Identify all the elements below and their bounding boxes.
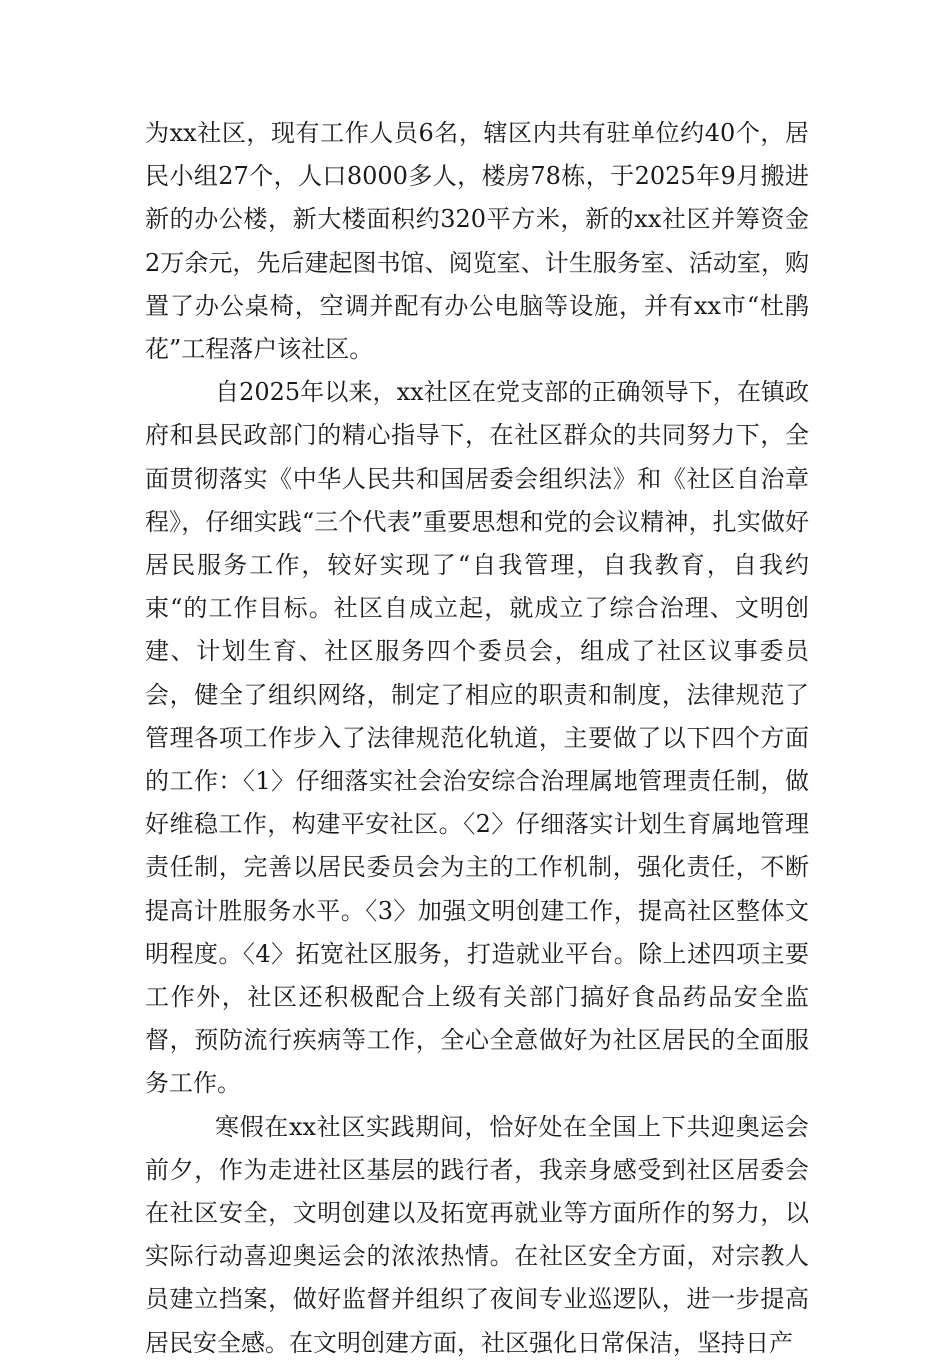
document-body bbox=[145, 112, 809, 1365]
paragraph-2: 自2025年以来，xx社区在党支部的正确领导下，在镇政府和县民政部门的精心指导下，在社区群众的共同努力下，全面贯彻落实《中华人民共和国居委会组织法》和《社区自治章程》，仔细实践“三个代表”重要思想和党的会议精神，扎实做好居民服务工作，较好实现了“自我管理，自我教育，自我约束“的工作目标。社区自成立起，就成立了综合治理、文明创建、计划生育、社区服务四个委员会，组成了社区议事委员会，健全了组织网络，制定了相应的职责和制度，法律规范了管理各项工作步入了法律规范化轨道，主要做了以下四个方面的工作：〈1〉仔细落实社会治安综合治理属地管理责任制，做好维稳工作，构建平安社区。〈2〉仔细落实计划生育属地管理责任制，完善以居民委员会为主的工作机制，强化责任，不断提高计胜服务水平。〈3〉加强文明创建工作，提高社区整体文明程度。〈4〉拓宽社区服务，打造就业平台。除上述四项主要工作外，社区还积极配合上级有关部门搞好食品药品安全监督，预防流行疾病等工作，全心全意做好为社区居民的全面服务工作。 bbox=[145, 378, 809, 1098]
paragraph-1: 为xx社区，现有工作人员6名，辖区内共有驻单位约40个，居民小组27个，人口8000多人，楼房78栋，于2025年9月搬进新的办公楼，新大楼面积约320平方米，新的xx社区并筹资金2万余元，先后建起图书馆、阅览室、计生服务室、活动室，购置了办公桌椅，空调并配有办公电脑等设施，并有xx市“杜鹃花”工程落户该社区。 bbox=[145, 119, 809, 364]
paragraph-3: 寒假在xx社区实践期间，恰好处在全国上下共迎奥运会前夕，作为走进社区基层的践行者，我亲身感受到社区居委会在社区安全，文明创建以及拓宽再就业等方面所作的努力，以实际行动喜迎奥运会的浓浓热情。在社区安全方面，对宗教人员建立挡案，做好监督并组织了夜间专业巡逻队，进一步提高居民安全感。在文明创建方面，社区强化日常保洁，坚持日产 bbox=[145, 1112, 809, 1357]
